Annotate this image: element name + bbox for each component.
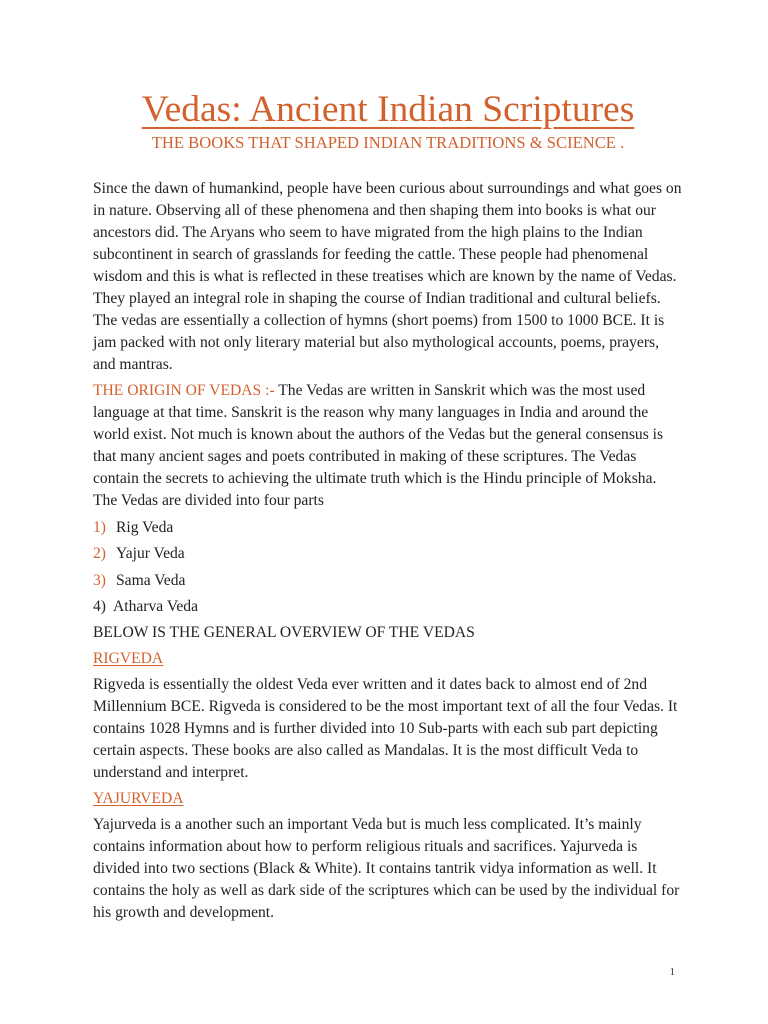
list-number: 2) [93,545,106,562]
list-item-sama-veda [93,570,683,592]
document-page [93,88,683,924]
overview-heading: BELOW IS THE GENERAL OVERVIEW OF THE VEDAS [93,624,475,641]
list-label: Rig Veda [116,518,174,536]
list-number: 1) [93,518,106,536]
origin-text: The Vedas are written in Sanskrit which was the most used language at that time. Sanskrit is the reason why many languages in India and around the world exist. Not much is known about the authors of the Vedas but the general consensus is that many ancient sages and poets contributed in making of these scriptures. The Vedas contain the secrets to achieving the ultimate truth which is the Hindu principle of Moksha. The Vedas are divided into four parts [93,382,664,509]
list-item-atharva-veda [93,596,683,618]
list-item-yajur-veda [93,543,683,565]
list-label: Yajur Veda [116,545,185,562]
list-label: Atharva Veda [113,598,199,615]
list-number: 3) [93,571,106,589]
list-number: 4) [93,598,106,615]
yajurveda-paragraph: Yajurveda is a another such an important Veda but is much less complicated. It’s mainly contains information about how to perform religious rituals and sacrifices. Yajurveda is divided into two sections (Black & White). It contains tantrik vidya information as well. It contains the holy as well as dark side of the scriptures which can be used by the individual for his growth and development. [93,816,680,921]
list-label: Sama Veda [116,571,186,589]
page-number: 1 [669,966,675,978]
origin-label: THE ORIGIN OF VEDAS :- [93,382,275,399]
yajurveda-heading: YAJURVEDA [93,790,184,807]
rigveda-heading: RIGVEDA [93,650,164,667]
document-title: Vedas: Ancient Indian Scriptures [141,89,635,130]
rigveda-paragraph: Rigveda is essentially the oldest Veda ever written and it dates back to almost end of 2nd Millennium BCE. Rigveda is considered to be the most important text of all the four Vedas. It contains 1028 Hymns and is further divided into 10 Sub-parts with each sub part depicting certain aspects. These books are also called as Mandalas. It is the most difficult Veda to understand and interpret. [93,676,678,781]
document-subtitle: THE BOOKS THAT SHAPED INDIAN TRADITIONS & SCIENCE . [151,133,625,152]
origin-paragraph [93,380,683,512]
intro-paragraph: Since the dawn of humankind, people have been curious about surroundings and what goes on in nature. Observing all of these phenomena and then shaping them into books is what our ancestors did. The Aryans who seem to have migrated from the high plains to the Indian subcontinent in search of grasslands for feeding the cattle. These people had phenomenal wisdom and this is what is reflected in these treatises which are known by the name of Vedas. They played an integral role in shaping the course of Indian traditional and cultural beliefs. The vedas are essentially a collection of hymns (short poems) from 1500 to 1000 BCE. It is jam packed with not only literary material but also mythological accounts, poems, prayers, and mantras. [93,180,682,373]
list-item-rig-veda [93,517,683,539]
